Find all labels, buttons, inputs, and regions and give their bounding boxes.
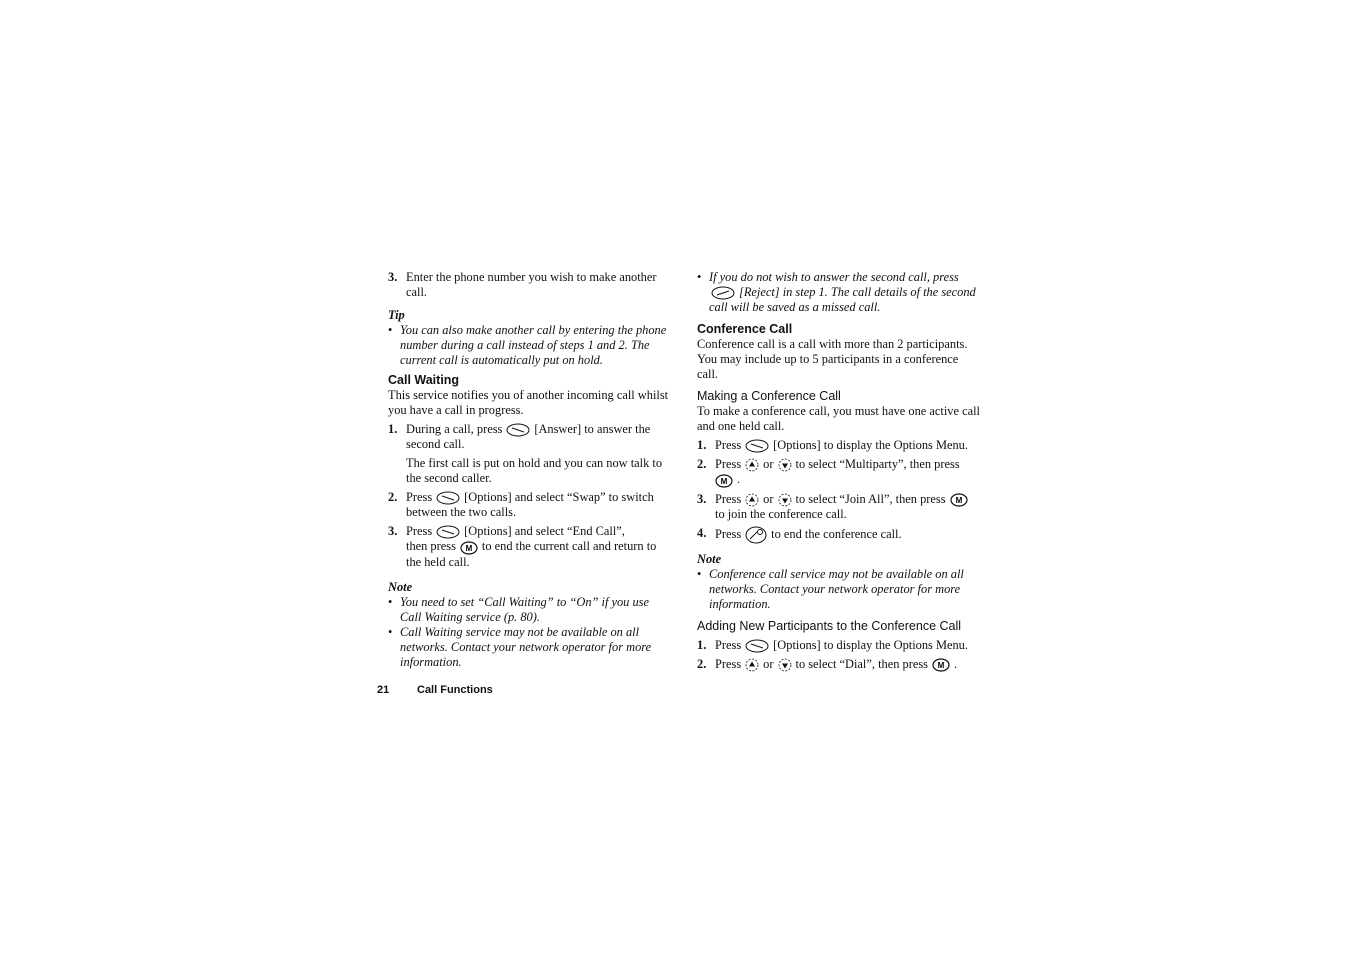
step-text: or (763, 491, 774, 506)
make-step-3 (697, 492, 980, 522)
make-step-1 (697, 438, 980, 453)
step-text: to select “Multiparty”, then press (795, 457, 960, 472)
note-text: Call Waiting service may not be available on all networks. Contact your network operator for more information. (400, 624, 652, 669)
step-text: Press (715, 491, 742, 506)
call-waiting-heading: Call Waiting (388, 373, 460, 387)
left-softkey-icon (506, 423, 530, 437)
nav-up-icon (745, 658, 759, 672)
step-text: [Answer] to answer the second call. (406, 422, 651, 452)
step-text: or (763, 457, 774, 472)
tip-item: • You can also make another call by entering the phone number during a call instead of steps 1 and 2. The current call is automatically put on hold. (388, 323, 667, 367)
left-softkey-icon (436, 491, 460, 505)
step-text: [Options] to display the Options Menu. (773, 438, 968, 453)
making-conference-heading: Making a Conference Call (697, 389, 841, 404)
nav-down-icon (778, 658, 792, 672)
bullet-text: [Reject] in step 1. The call details of the second call will be saved as a missed call. (709, 285, 976, 315)
step-text: to select “Dial”, then press (795, 656, 928, 671)
step-text: then press (406, 539, 456, 554)
left-softkey-icon (745, 639, 769, 653)
step-text: Enter the phone number you wish to make another call. (406, 270, 657, 299)
step-enter-number (388, 270, 670, 300)
adding-participants-heading: Adding New Participants to the Conference Call (697, 618, 962, 633)
step-text: Press (406, 490, 433, 505)
left-softkey-icon (436, 525, 460, 539)
conference-call-heading: Conference Call (697, 322, 793, 337)
page-number: 21 (377, 684, 390, 696)
menu-key-icon (460, 541, 478, 555)
step-number: 2. (697, 656, 707, 671)
note-item: • Conference call service may not be available on all networks. Contact your network operator for more information. (697, 566, 964, 611)
end-key-icon (745, 526, 767, 544)
step-subtext: The first call is put on hold and you can now talk to the second caller. (406, 456, 663, 486)
step-number: 2. (697, 457, 707, 472)
step-text: During a call, press (406, 422, 503, 436)
step-text: Press (715, 438, 742, 453)
make-step-2 (697, 457, 980, 487)
step-number: 3. (697, 491, 707, 506)
right-softkey-icon (711, 286, 735, 300)
conference-call-intro: Conference call is a call with more than 2 participants. You may include up to 5 participants in a conference call. (697, 337, 968, 382)
step-text: or (763, 656, 774, 671)
add-step-1 (697, 638, 980, 653)
step-text: Press (715, 526, 742, 541)
step-number: 3. (388, 524, 398, 539)
make-step-4 (697, 526, 980, 544)
note-label: Note (697, 551, 722, 566)
left-softkey-icon (745, 439, 769, 453)
menu-key-letter: M (937, 661, 945, 671)
tip-label: Tip (388, 308, 405, 322)
step-text: [Options] and select “Swap” to switch between the two calls. (406, 490, 654, 520)
bullet-text: If you do not wish to answer the second call, press (709, 270, 959, 284)
step-text: Press (715, 457, 742, 472)
menu-key-letter: M (465, 543, 473, 553)
step-number: 2. (388, 490, 398, 505)
step-number: 1. (697, 637, 707, 652)
step-text: Press (406, 524, 433, 539)
step-number: 1. (697, 438, 707, 453)
cw-step-3 (388, 524, 670, 569)
step-number: 4. (697, 525, 707, 540)
note-item: • You need to set “Call Waiting” to “On” if you use Call Waiting service (p. 80). (388, 594, 649, 624)
menu-key-letter: M (720, 476, 728, 486)
step-text: . (953, 656, 958, 671)
note-text: Conference call service may not be available on all networks. Contact your network operator for more information. (709, 566, 964, 611)
section-title: Call Functions (417, 684, 493, 696)
step-text: Press (715, 637, 742, 652)
step-text: to end the conference call. (771, 526, 902, 541)
note-item: • Call Waiting service may not be available on all networks. Contact your network operator for more information. (388, 624, 652, 669)
step-text: [Options] and select “End Call”, (464, 524, 625, 539)
page-footer (377, 684, 493, 696)
menu-key-icon (715, 474, 733, 488)
nav-down-icon (778, 493, 792, 507)
left-column (388, 270, 670, 670)
nav-up-icon (745, 493, 759, 507)
step-number: 3. (388, 270, 398, 284)
menu-key-icon (932, 658, 950, 672)
menu-key-letter: M (955, 495, 962, 505)
nav-up-icon (745, 458, 759, 472)
add-step-2 (697, 657, 980, 672)
tip-text: You can also make another call by entering the phone number during a call instead of steps 1 and 2. The current call is automatically put on hold. (400, 323, 667, 367)
step-text: [Options] to display the Options Menu. (773, 637, 968, 652)
cw-step-2 (388, 490, 670, 520)
step-text: . (737, 472, 741, 487)
step-number: 1. (388, 422, 398, 436)
note-label: Note (388, 579, 413, 594)
step-text: Press (715, 656, 742, 671)
right-column (697, 270, 980, 672)
cw-step-1 (388, 422, 670, 486)
menu-key-icon (950, 493, 968, 507)
reject-bullet: • If you do not wish to answer the second call, press [Reject] in step 1. The call details of the second call will be saved as a missed call. (697, 270, 976, 315)
call-waiting-intro: This service notifies you of another incoming call whilst you have a call in progress. (388, 388, 669, 417)
step-text: to end the current call and return to the held call. (406, 539, 657, 569)
step-text: to select “Join All”, then press (795, 491, 946, 506)
nav-down-icon (778, 458, 792, 472)
note-text: You need to set “Call Waiting” to “On” if you use Call Waiting service (p. 80). (400, 594, 649, 624)
step-text: to join the conference call. (715, 506, 847, 521)
making-conference-intro: To make a conference call, you must have one active call and one held call. (697, 404, 980, 434)
